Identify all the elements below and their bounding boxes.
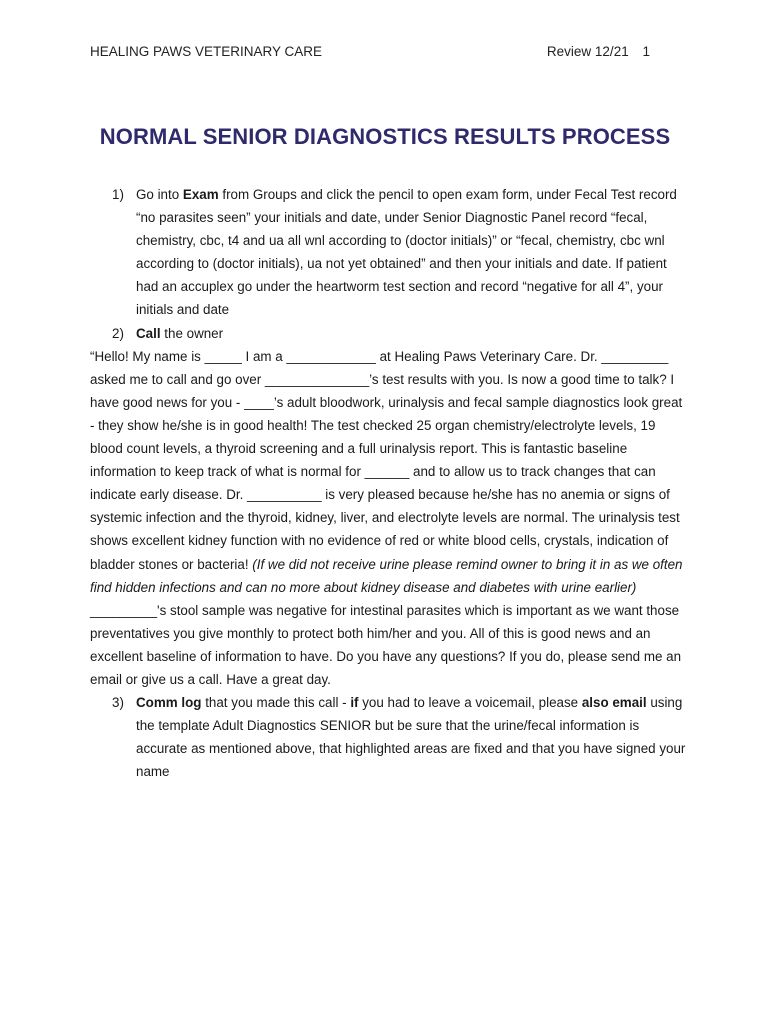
header-review-date: Review 12/21 [546,44,629,59]
step-text: from Groups and click the pencil to open exam form, under Fecal Test record “no parasites seen” your initials and date, under Senior Diagnostic Panel record “fecal, chemistry, cbc, t4 and ua all wnl according to (doctor initials)” or “fecal, chemistry, cbc wnl according to (doctor initials), ua not yet obtained” and then your initials and date. If patient had an accuplex go under the heartworm test section and record “negative for all 4”, your initials and date [136,187,677,318]
step-number: 1) [112,187,124,202]
step-1 [90,183,690,322]
step-bold-text: Call [136,325,161,341]
header-organization: HEALING PAWS VETERINARY CARE [90,44,323,59]
document-body [90,183,690,783]
page-header [90,44,650,59]
step-text: using the template Adult Diagnostics SENIOR but be sure that the urine/fecal information is accurate as mentioned above, that highlighted areas are fixed and that you have signed your name [136,695,686,780]
step-text: that you made this call - [201,695,351,711]
step-number: 2) [112,325,124,341]
document-title: NORMAL SENIOR DIAGNOSTICS RESULTS PROCESS [99,124,671,149]
step-text: the owner [160,325,224,341]
script-text: “Hello! My name is _____ I am a ____________ at Healing Paws Veterinary Care. Dr. _________ asked me to call and go over ______________’s test results with you. Is now a good time to talk? I have good news for you - ____’s adult bloodwork, urinalysis and fecal sample diagnostics look great - they show he/she is in good health! The test checked 25 organ chemistry/electrolyte levels, 19 blood count levels, a thyroid screening and a full urinalysis report. This is fantastic baseline information to keep track of what is normal for ______ and to allow us to track changes that can indicate early disease. Dr. __________ is very pleased because he/she has no anemia or signs of systemic infection and the thyroid, kidney, liver, and electrolyte levels are normal. The urinalysis test shows excellent kidney function with no evidence of red or white blood cells, crystals, indication of bladder stones or bacteria! [90,348,683,572]
step-2 [90,322,690,345]
call-script [90,345,690,691]
header-page-number: 1 [642,44,650,59]
step-bold-text: if [350,695,359,711]
step-text: Go into [136,187,183,202]
step-number: 3) [112,695,124,711]
header-review-info [547,44,650,59]
step-3 [90,691,690,783]
step-bold-text: also email [581,695,647,711]
script-italic-note: (If we did not receive urine please remind owner to bring it in as we often find hidden infections and can no more about kidney disease and diabetes with urine earlier) [90,556,683,595]
step-bold-text: Exam [182,187,219,202]
step-text: you had to leave a voicemail, please [358,695,582,711]
step-bold-text: Comm log [136,695,202,711]
script-text: _________'s stool sample was negative for intestinal parasites which is important as we want those preventatives you give monthly to protect both him/her and you. All of this is good news and an excellent baseline of information to have. Do you have any questions? If you do, please send me an email or give us a call. Have a great day. [90,602,682,687]
